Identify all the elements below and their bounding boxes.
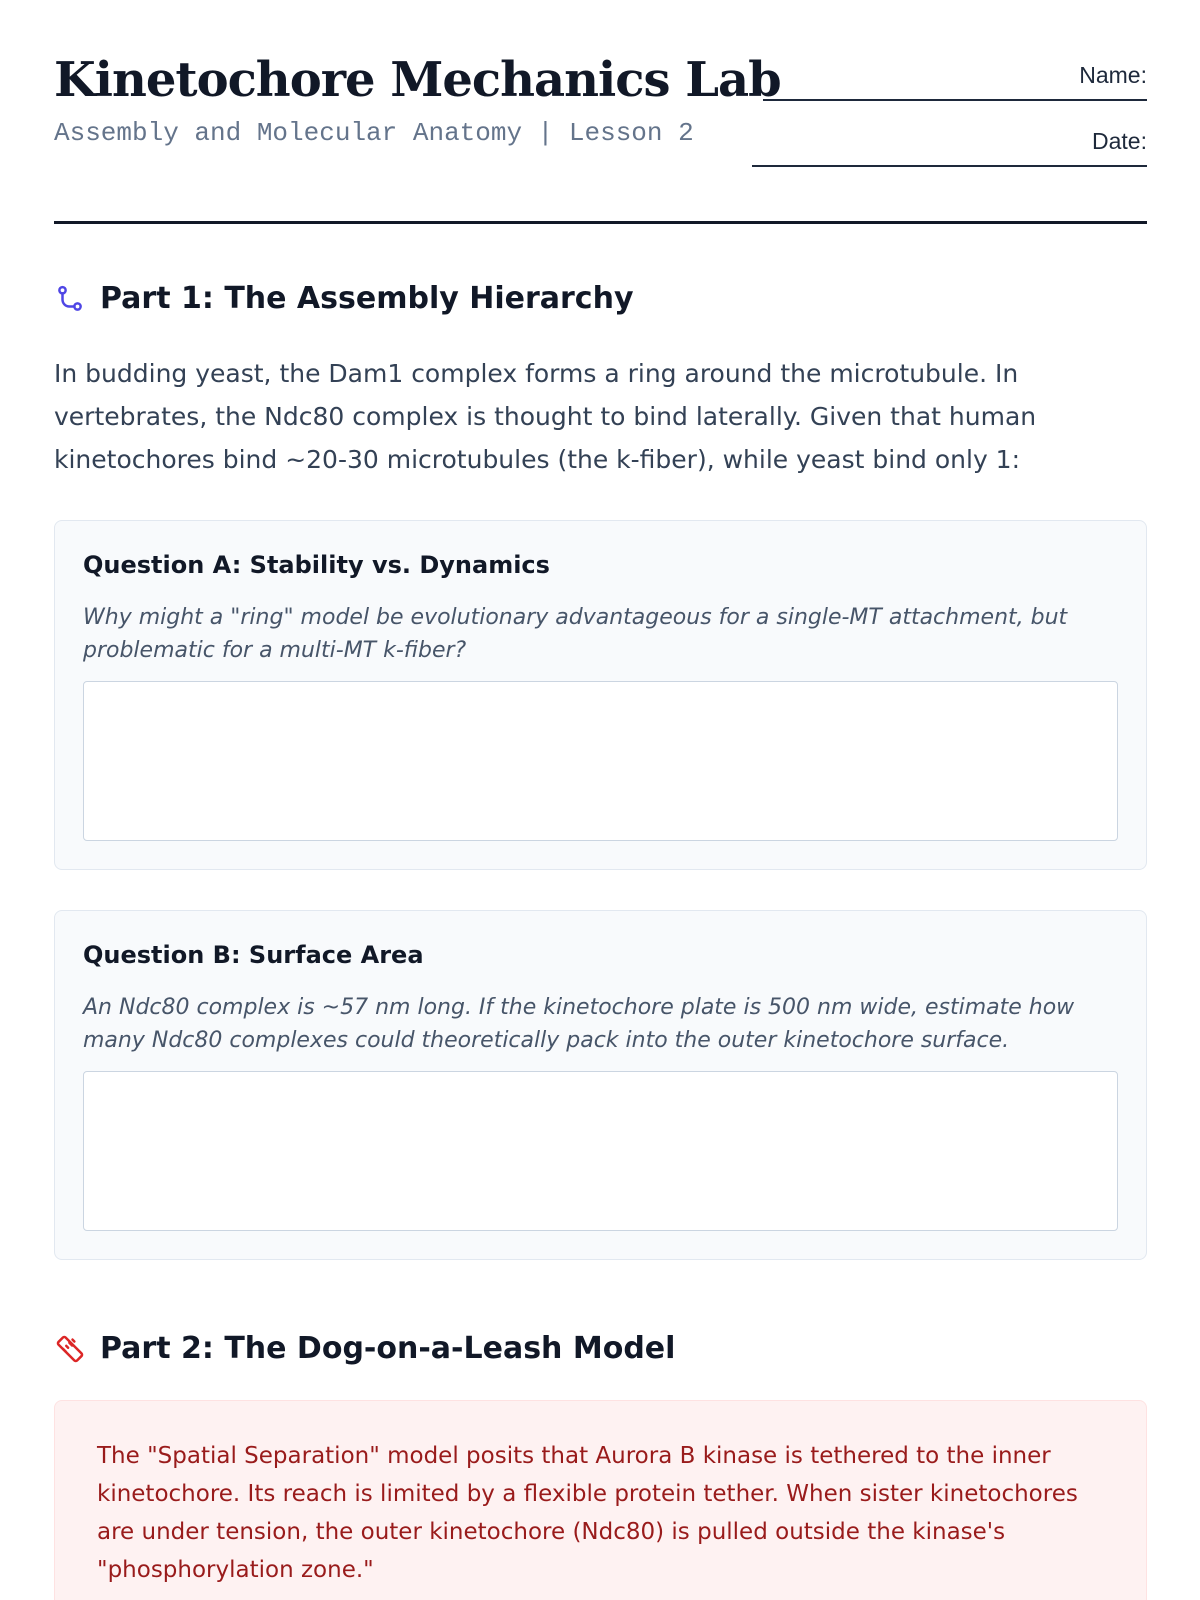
date-line — [752, 165, 1147, 167]
callout-text: The "Spatial Separation" model posits that Aurora B kinase is tethered to the inner kinetochore. Its reach is limited by a flexible protein tether. When sister kinetochores are under tension, the outer kinetochore (Ndc80) is pulled outside the kinase's "phosphorylation zone." — [97, 1443, 1078, 1583]
part1-intro: In budding yeast, the Dam1 complex forms a ring around the microtubule. In vertebrates, the Ndc80 complex is thought to bind laterally. Given that human kinetochores bind ~20-30 microtubules (the k-fiber), while yeast bind only 1: — [54, 359, 1037, 474]
question-a-prompt: Why might a "ring" model be evolutionary advantageous for a single-MT attachment, but problematic for a multi-MT k-fiber? — [83, 605, 1068, 663]
worksheet-header — [54, 0, 1147, 224]
worksheet-page — [54, 0, 1147, 1583]
model-callout — [54, 1400, 1147, 1600]
question-b-answer[interactable] — [83, 1071, 1118, 1231]
part2-title: Part 2: The Dog-on-a-Leash Model — [100, 1331, 676, 1366]
part1-title: Part 1: The Assembly Hierarchy — [100, 281, 634, 316]
date-row — [747, 126, 1147, 167]
question-b-prompt: An Ndc80 complex is ~57 nm long. If the kinetochore plate is 500 nm wide, estimate how many Ndc80 complexes could theoretically pack into the outer kinetochore surface. — [83, 995, 1075, 1053]
ruler-icon — [54, 1333, 86, 1365]
part1-heading — [54, 281, 634, 316]
branch-icon — [54, 283, 86, 315]
question-b-card — [54, 910, 1147, 1260]
question-a-answer[interactable] — [83, 681, 1118, 841]
page-title: Kinetochore Mechanics Lab — [54, 52, 781, 108]
student-info — [747, 60, 1147, 192]
name-line — [763, 99, 1147, 101]
page-subtitle: Assembly and Molecular Anatomy | Lesson 2 — [54, 118, 694, 148]
date-label: Date: — [1092, 128, 1147, 154]
question-a-card — [54, 520, 1147, 870]
question-b-title: Question B: Surface Area — [83, 941, 424, 969]
question-a-title: Question A: Stability vs. Dynamics — [83, 551, 550, 579]
name-row — [747, 60, 1147, 101]
part2-heading — [54, 1331, 675, 1366]
name-label: Name: — [1079, 62, 1147, 88]
